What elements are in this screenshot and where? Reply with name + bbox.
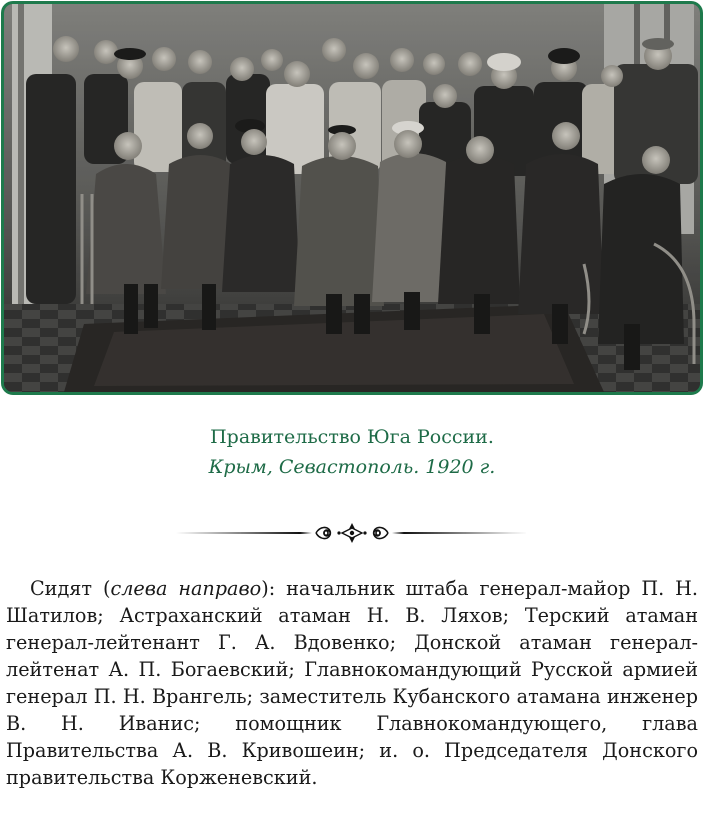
caption-place-date: Крым, Севастополь. 1920 г. <box>208 456 496 478</box>
seated-list-paragraph <box>6 575 698 791</box>
body-text-italic: слева направо <box>110 577 262 600</box>
body-text-rest: ): начальник штаба генерал-майор П. Н. Шатилов; Астраханский атаман Н. В. Ляхов; Терский атаман генерал-лейтенант Г. А. Вдовенко; Донской атаман генерал-лейтенат А. П. Богаевский; Главнокомандующий Русской армией генерал П. Н. Врангель; заместитель Кубанского атамана инженер В. Н. Иванис; помощник Главнокомандующего, глава Правительства А. В. Кривошеин; и. о. Председателя Донского правительства Корженевский. <box>6 577 698 789</box>
fleuron-divider-icon <box>176 521 528 545</box>
caption-title: Правительство Юга России. <box>210 426 494 448</box>
group-photo <box>1 1 703 395</box>
body-text-start: Сидят ( <box>30 577 111 600</box>
group-photograph-icon <box>4 4 700 392</box>
